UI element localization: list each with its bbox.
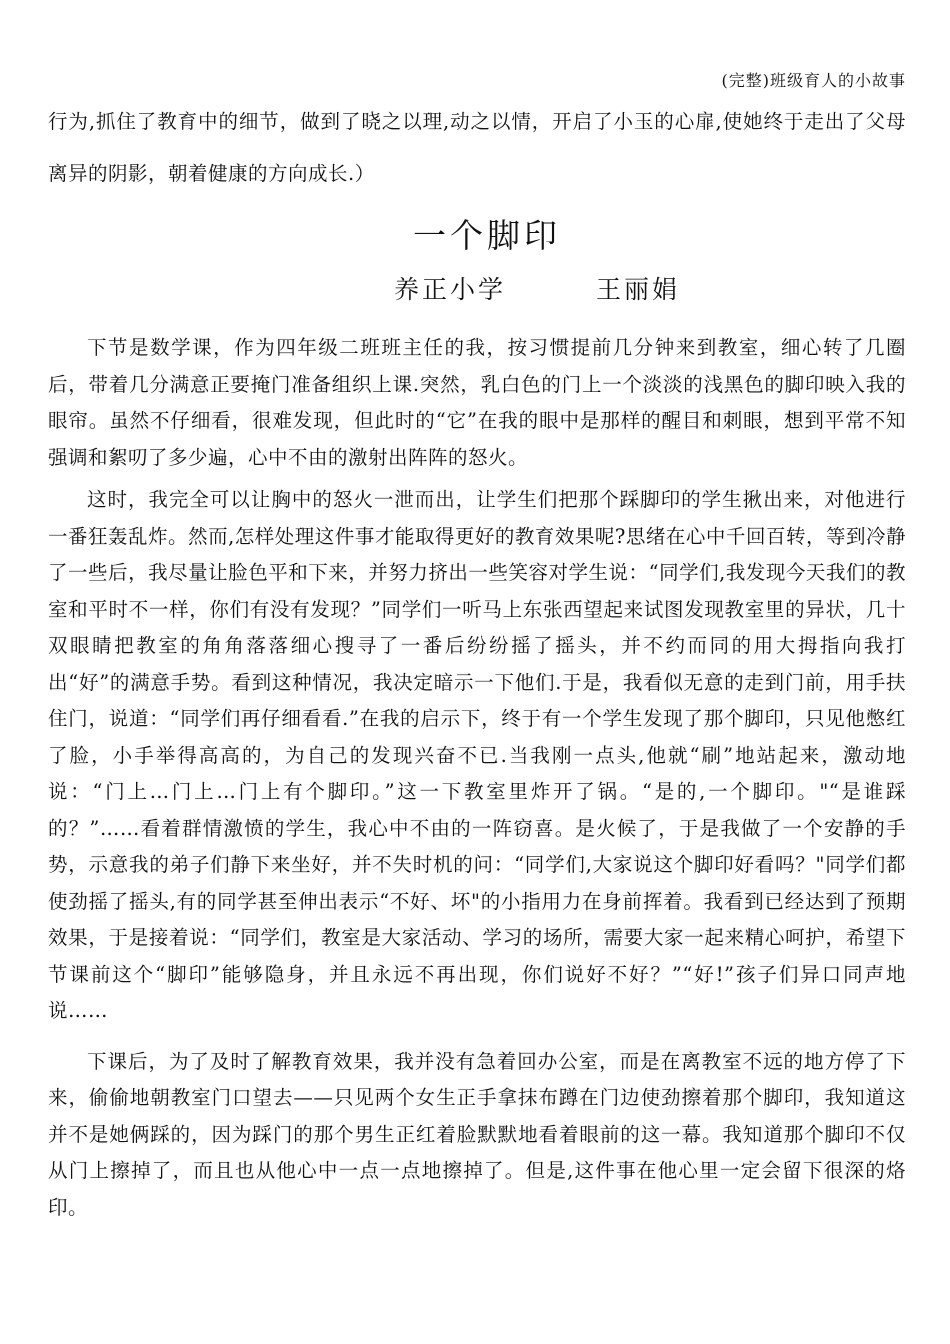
document-header-title: (完整)班级育人的小故事 [721,71,906,90]
body-paragraph-1: 下节是数学课，作为四年级二班班主任的我，按习惯提前几分钟来到教室，细心转了几圈后，带着几分满意正要掩门准备组织上课.突然，乳白色的门上一个淡淡的浅黑色的脚印映入我的眼帘。虽然不仔细看，很难发现，但此时的“它”在我的眼中是那样的醒目和刺眼，想到平常不知强调和絮叨了多少遍，心中不由的激射出阵阵的怒火。 [48,336,906,469]
story-byline [48,270,906,310]
story-title: 一个脚印 [413,216,561,255]
body-paragraph-2: 这时，我完全可以让胸中的怒火一泄而出，让学生们把那个踩脚印的学生揪出来，对他进行一番狂轰乱炸。然而,怎样处理这件事才能取得更好的教育效果呢?思绪在心中千回百转，等到冷静了一些后，我尽量让脸色平和下来，并努力挤出一些笑容对学生说：“同学们,我发现今天我们的教室和平时不一样，你们有没有发现？”同学们一听马上东张西望起来试图发现教室里的异状，几十双眼睛把教室的角角落落细心搜寻了一番后纷纷摇了摇头，并不约而同的用大拇指向我打出“好”的满意手势。看到这种情况，我决定暗示一下他们.于是，我看似无意的走到门前，用手扶住门，说道：“同学们再仔细看看.”在我的启示下，终于有一个学生发现了那个脚印，只见他憋红了脸，小手举得高高的，为自己的发现兴奋不已.当我刚一点头,他就“刷”地站起来，激动地说：“门上…门上…门上有个脚印。”这一下教室里炸开了锅。“是的,一个脚印。"“是谁踩的？”……看着群情激愤的学生，我心中不由的一阵窃喜。是火候了，于是我做了一个安静的手势，示意我的弟子们静下来坐好，并不失时机的问：“同学们,大家说这个脚印好看吗？"同学们都使劲摇了摇头,有的同学甚至伸出表示“不好、坏"的小指用力在身前挥着。我看到已经达到了预期效果，于是接着说：“同学们，教室是大家活动、学习的场所，需要大家一起来精心呵护，希望下节课前这个“脚印”能够隐身，并且永远不再出现，你们说好不好？”“好!”孩子们异口同声地说…… [48,488,906,1022]
intro-paragraph: 行为,抓住了教育中的细节，做到了晓之以理,动之以情，开启了小玉的心扉,使她终于走出了父母离异的阴影，朝着健康的方向成长.） [48,110,906,185]
school-name: 养正小学 [393,275,506,304]
body-paragraph-3: 下课后，为了及时了解教育效果，我并没有急着回办公室，而是在离教室不远的地方停了下来，偷偷地朝教室门口望去——只见两个女生正手拿抹布蹲在门边使劲擦着那个脚印，我知道这并不是她俩踩的，因为踩门的那个男生正红着脸默默地看着眼前的这一幕。我知道那个脚印不仅从门上擦掉了，而且也从他心中一点一点地擦掉了。但是,这件事在他心里一定会留下很深的烙印。 [48,1049,906,1219]
document-body [48,96,906,1226]
author-name: 王丽娟 [596,275,681,304]
